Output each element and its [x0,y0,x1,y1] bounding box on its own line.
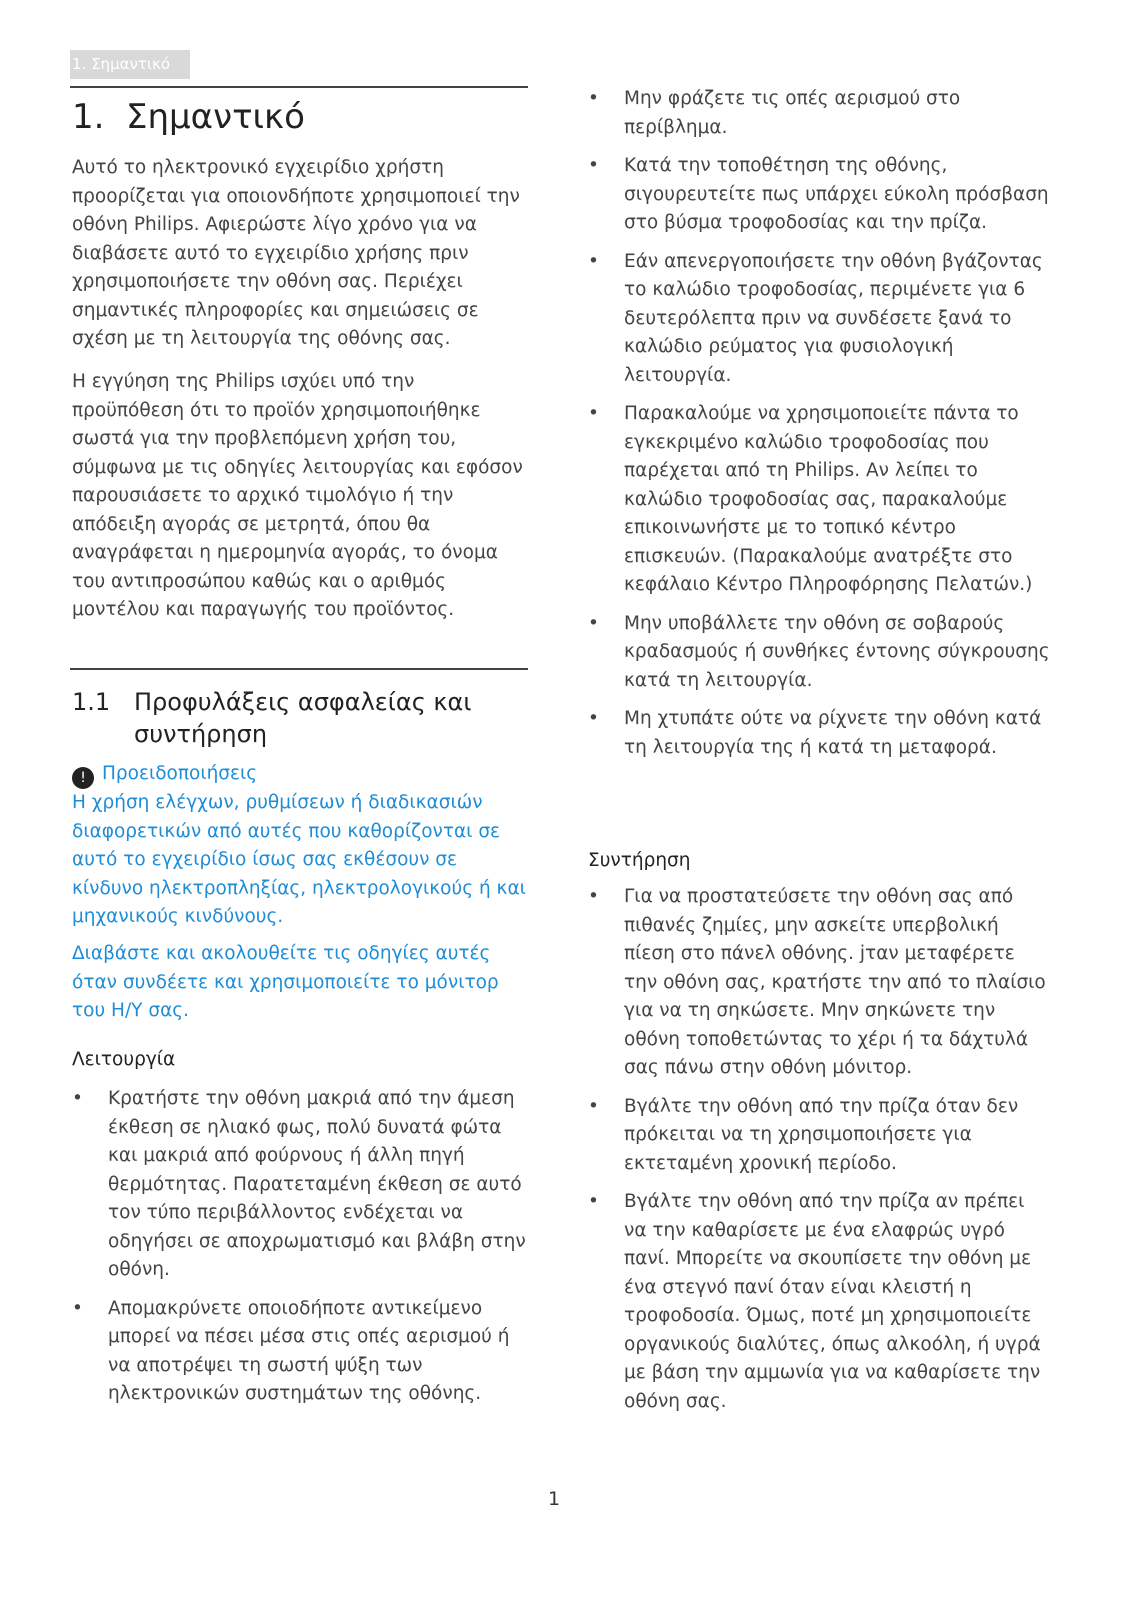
chapter-rule [70,86,528,88]
header-tab: 1. Σημαντικό [70,50,190,79]
operation-list-right [588,85,1050,772]
section-title [72,686,528,750]
operation-list-left [72,1085,528,1419]
chapter-number: 1. [72,97,105,137]
warnings-heading [72,760,257,789]
list-item: • Βγάλτε την οθόνη από την πρίζα όταν δεν πρόκειται να τη χρησιμοποιήσετε για εκτεταμένη χρονική περίοδο. [588,1093,1050,1179]
list-item: • Κρατήστε την οθόνη μακριά από την άμεση έκθεση σε ηλιακό φως, πολύ δυνατά φώτα και μακριά από φούρνους ή άλλη πηγή θερμότητας. Παρατεταμένη έκθεση σε αυτό τον τύπο περιβάλλοντος ενδέχεται να οδηγήσει σε αποχρωματισμό και βλάβη στην οθόνη. [72,1085,528,1285]
chapter-title [72,94,305,140]
warning-paragraph-1: Η χρήση ελέγχων, ρυθμίσεων ή διαδικασιών διαφορετικών από αυτές που καθορίζονται σε αυτό το εγχειρίδιο ίσως σας εκθέσουν σε κίνδυνο ηλεκτροπληξίας, ηλεκτρολογικούς ή και μηχανικούς κινδύνους. [72,792,526,927]
list-item: • Κατά την τοποθέτηση της οθόνης, σιγουρευτείτε πως υπάρχει εύκολη πρόσβαση στο βύσμα τροφοδοσίας και την πρίζα. [588,152,1050,238]
warnings-title: Προειδοποιήσεις [102,763,258,784]
list-item: • Παρακαλούμε να χρησιμοποιείτε πάντα το εγκεκριμένο καλώδιο τροφοδοσίας που παρέχεται από τη Philips. Αν λείπει το καλώδιο τροφοδοσίας σας, παρακαλούμε επικοινωνήστε με το τοπικό κέντρο επισκευών. (Παρακαλούμε ανατρέξτε στο κεφάλαιο Κέντρο Πληροφόρησης Πελατών.) [588,400,1050,600]
list-item: • Μην φράζετε τις οπές αερισμού στο περίβλημα. [588,85,1050,142]
warning-paragraph-2: Διαβάστε και ακολουθείτε τις οδηγίες αυτές όταν συνδέετε και χρησιμοποιείτε το μόνιτορ του Η/Υ σας. [72,943,499,1021]
list-item: • Μη χτυπάτε ούτε να ρίχνετε την οθόνη κατά τη λειτουργία της ή κατά τη μεταφορά. [588,705,1050,762]
warning-icon: ! [72,767,94,789]
operation-title: Λειτουργία [72,1049,176,1070]
list-item: • Εάν απενεργοποιήσετε την οθόνη βγάζοντας το καλώδιο τροφοδοσίας, περιμένετε για 6 δευτερόλεπτα πριν να συνδέσετε ξανά το καλώδιο ρεύματος για φυσιολογική λειτουργία. [588,248,1050,391]
intro-paragraph-1: Αυτό το ηλεκτρονικό εγχειρίδιο χρήστη προορίζεται για οποιονδήποτε χρησιμοποιεί την οθόνη Philips. Αφιερώστε λίγο χρόνο για να διαβάσετε αυτό το εγχειρίδιο χρήσης πριν χρησιμοποιήσετε την οθόνη σας. Περιέχει σημαντικές πληροφορίες και σημειώσεις σε σχέση με τη λειτουργία της οθόνης σας. [72,157,520,349]
section-title-text: Προφυλάξεις ασφαλείας και συντήρηση [134,688,472,748]
section-number: 1.1 [72,688,111,716]
page-number: 1 [548,1488,561,1510]
intro-paragraph-2: Η εγγύηση της Philips ισχύει υπό την προϋπόθεση ότι το προϊόν χρησιμοποιήθηκε σωστά για την προβλεπόμενη χρήση του, σύμφωνα με τις οδηγίες λειτουργίας και εφόσον παρουσιάσετε το αρχικό τιμολόγιο ή την απόδειξη αγοράς σε μετρητά, όπου θα αναγράφεται η ημερομηνία αγοράς, το όνομα του αντιπροσώπου καθώς και ο αριθμός μοντέλου και παραγωγής του προϊόντος. [72,371,523,620]
chapter-title-text: Σημαντικό [126,97,305,137]
list-item: • Για να προστατεύσετε την οθόνη σας από πιθανές ζημίες, μην ασκείτε υπερβολική πίεση στο πάνελ οθόνης. ϳταν μεταφέρετε την οθόνη σας, κρατήστε την από το πλαίσιο για να τη σηκώσετε. Μην σηκώνετε την οθόνη τοποθετώντας το χέρι ή τα δάχτυλά σας πάνω στην οθόνη μόνιτορ. [588,883,1050,1083]
list-item: • Μην υποβάλλετε την οθόνη σε σοβαρούς κραδασμούς ή συνθήκες έντονης σύγκρουσης κατά τη λειτουργία. [588,610,1050,696]
list-item: • Απομακρύνετε οποιοδήποτε αντικείμενο μπορεί να πέσει μέσα στις οπές αερισμού ή να αποτρέψει τη σωστή ψύξη των ηλεκτρονικών συστημάτων της οθόνης. [72,1295,528,1409]
section-rule [70,668,528,670]
maintenance-title: Συντήρηση [588,850,691,871]
list-item: • Βγάλτε την οθόνη από την πρίζα αν πρέπει να την καθαρίσετε με ένα ελαφρώς υγρό πανί. Μπορείτε να σκουπίσετε την οθόνη με ένα στεγνό πανί όταν είναι κλειστή η τροφοδοσία. Όμως, ποτέ μη χρησιμοποιείτε οργανικούς διαλύτες, όπως αλκοόλη, ή υγρά με βάση την αμμωνία για να καθαρίσετε την οθόνη σας. [588,1188,1050,1416]
maintenance-list [588,883,1050,1426]
